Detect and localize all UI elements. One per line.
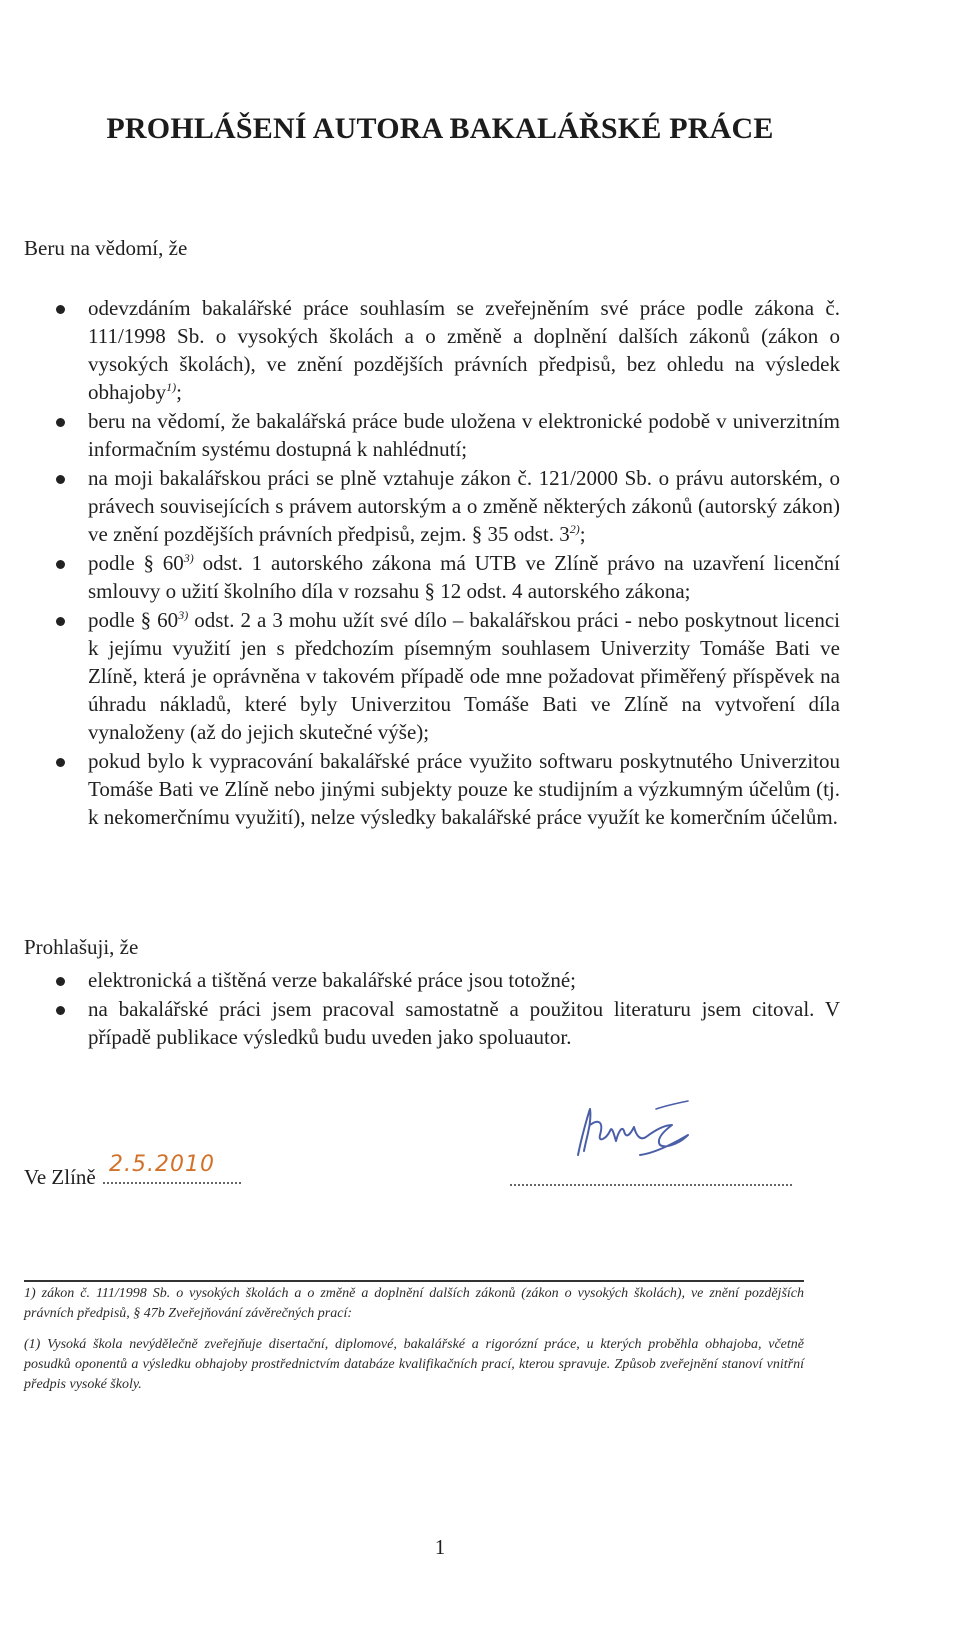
item-text-tail: odst. 1 autorského zákona má UTB ve Zlíně právo na uzavření licenční smlouvy o užití školního díla v rozsahu § 12 odst. 4 autorského zákona; xyxy=(88,551,841,603)
footnote-ref: 2) xyxy=(569,522,580,536)
bullet-icon xyxy=(56,758,65,767)
list-item xyxy=(0,549,840,605)
footnote: 1) zákon č. 111/1998 Sb. o vysokých školách a o změně a doplnění dalších zákonů (zákon o vysokých školách), ve znění pozdějších právních předpisů, § 47b Zveřejňování závěrečných prací: xyxy=(24,1286,804,1321)
list-item xyxy=(0,464,840,548)
signature-image xyxy=(560,1095,710,1165)
place-date-row xyxy=(24,1152,241,1190)
bullet-icon xyxy=(56,977,65,986)
footnote: (1) Vysoká škola nevýdělečně zveřejňuje disertační, diplomové, bakalářské a rigorózní práce, u kterých proběhla obhajoba, včetně posudků oponentů a výsledku obhajoby prostřednictvím databáze kvalifikačních prací, kterou spravuje. Způsob zveřejnění stanoví vnitřní předpis vysoké školy. xyxy=(24,1337,804,1392)
item-text: beru na vědomí, že bakalářská práce bude uložena v elektronické podobě v univerzitním informačním systému dostupná k nahlédnutí; xyxy=(88,409,840,461)
list-item xyxy=(0,294,840,406)
list-item xyxy=(0,407,840,463)
item-text-tail: odst. 2 a 3 mohu užít své dílo – bakalářskou práci - nebo poskytnout licenci k jejímu využití jen s předchozím písemným souhlasem Univerzity Tomáše Bati ve Zlíně, která je oprávněna v takovém případě ode mne požadovat přiměřený příspěvek na úhradu nákladů, které byly Univerzitou Tomáše Bati ve Zlíně na vytvoření díla vynaloženy (až do jejich skutečné výše); xyxy=(88,608,840,744)
handwritten-date: 2.5.2010 xyxy=(108,1152,215,1177)
bullet-icon xyxy=(56,617,65,626)
signature-line xyxy=(510,1184,792,1186)
place-label: Ve Zlíně xyxy=(24,1165,96,1189)
date-field xyxy=(103,1152,241,1184)
item-text: odevzdáním bakalářské práce souhlasím se zveřejněním své práce podle zákona č. 111/1998 Sb. o vysokých školách a o změně a doplnění dalších zákonů (zákon o vysokých školách), ve znění pozdějších právních předpisů, bez ohledu na výsledek obhajoby xyxy=(88,296,840,404)
acknowledgement-list xyxy=(0,294,840,832)
list-item xyxy=(0,747,840,831)
bullet-icon xyxy=(56,475,65,484)
item-text: podle § 60 xyxy=(88,551,184,575)
declaration-list xyxy=(0,966,840,1052)
item-text: elektronická a tištěná verze bakalářské práce jsou totožné; xyxy=(88,968,577,992)
intro-text: Beru na vědomí, že xyxy=(24,236,188,260)
item-text: podle § 60 xyxy=(88,608,179,632)
footnotes xyxy=(24,1284,804,1406)
declaration-heading: Prohlašuji, že xyxy=(24,935,139,959)
bullet-icon xyxy=(56,305,65,314)
bullet-icon xyxy=(56,1006,65,1015)
item-text-tail: ; xyxy=(579,522,586,546)
footnote-divider xyxy=(24,1280,804,1282)
item-text: na moji bakalářskou práci se plně vztahuje zákon č. 121/2000 Sb. o právu autorském, o právech souvisejících s právem autorským a o změně některých zákonů (autorský zákon) ve znění pozdějších právních předpisů, zejm. § 35 odst. 3 xyxy=(88,466,840,546)
list-item xyxy=(0,995,840,1051)
document-title: PROHLÁŠENÍ AUTORA BAKALÁŘSKÉ PRÁCE xyxy=(106,112,774,145)
list-item xyxy=(0,606,840,746)
item-text-tail: ; xyxy=(176,380,182,404)
item-text: na bakalářské práci jsem pracoval samostatně a použitou literaturu jsem citoval. V případě publikace výsledků budu uveden jako spoluautor. xyxy=(88,997,840,1049)
footnote-ref: 3) xyxy=(183,551,194,565)
page-number: 1 xyxy=(434,1535,446,1559)
item-text: pokud bylo k vypracování bakalářské práce využito softwaru poskytnutého Univerzitou Tomáše Bati ve Zlíně nebo jinými subjekty pouze ke studijním a výzkumným účelům (tj. k nekomerčnímu využití), nelze výsledky bakalářské práce využít ke komerčním účelům. xyxy=(88,749,840,829)
bullet-icon xyxy=(56,418,65,427)
footnote-ref: 1) xyxy=(166,380,177,394)
bullet-icon xyxy=(56,560,65,569)
list-item xyxy=(0,966,840,994)
footnote-ref: 3) xyxy=(178,608,189,622)
